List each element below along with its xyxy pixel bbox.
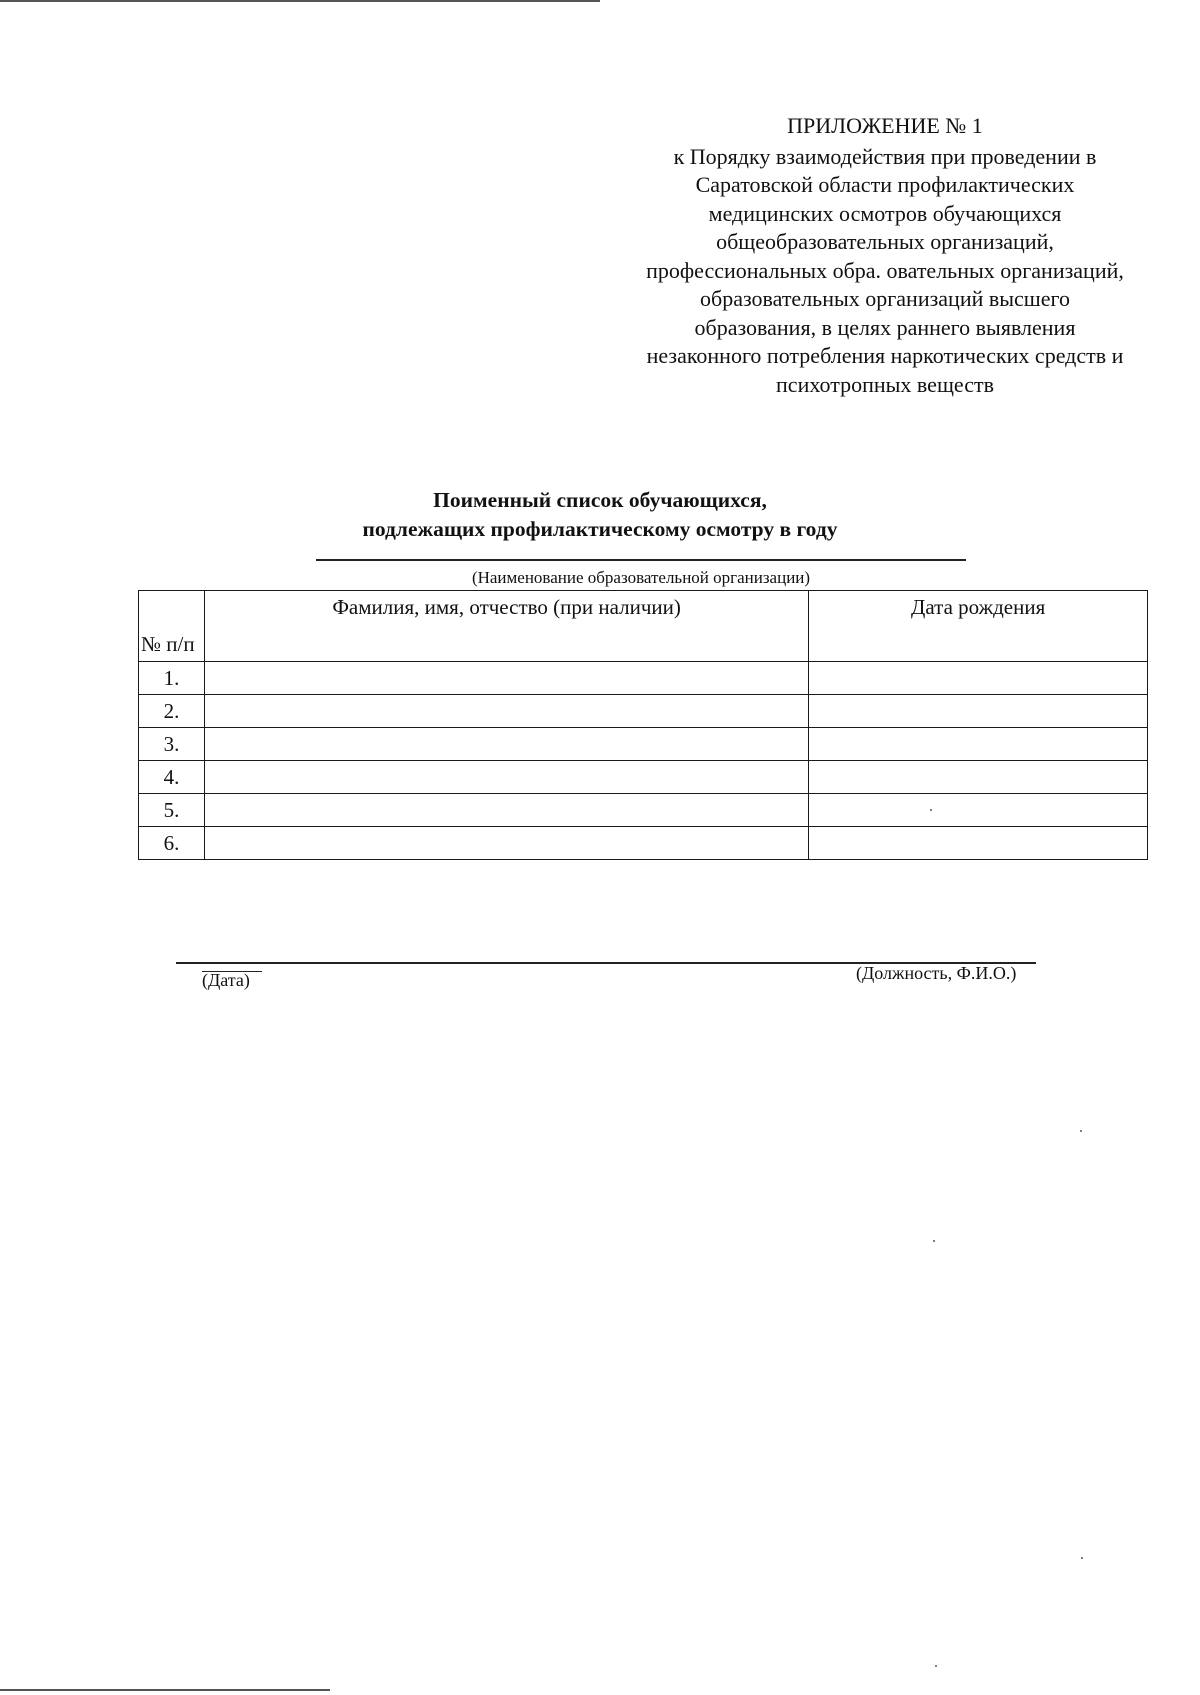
table-row xyxy=(139,761,1148,794)
position-caption: (Должность, Ф.И.О.) xyxy=(856,963,1017,983)
header-name: Фамилия, имя, отчество (при наличии) xyxy=(332,595,681,619)
appendix-line: образовательных организаций высшего xyxy=(700,286,1070,311)
appendix-header xyxy=(610,112,1160,399)
row-number: 2. xyxy=(139,695,205,728)
scan-speck xyxy=(930,809,932,811)
birth-date-cell xyxy=(809,794,1148,827)
scan-edge-top xyxy=(0,0,600,2)
table-row xyxy=(139,827,1148,860)
scan-speck xyxy=(935,1665,937,1667)
document-title-line: Поименный список обучающихся, xyxy=(433,488,767,512)
header-birth-date-cell xyxy=(809,591,1148,662)
appendix-line: профессиональных обра. овательных организаций, xyxy=(646,257,1124,283)
table-row xyxy=(139,695,1148,728)
appendix-line: незаконного потребления наркотических средств и xyxy=(646,343,1124,368)
birth-date-cell xyxy=(809,728,1148,761)
name-cell xyxy=(204,761,808,794)
row-number: 1. xyxy=(139,662,205,695)
name-cell xyxy=(204,728,808,761)
scan-speck xyxy=(933,1240,935,1242)
birth-date-cell xyxy=(809,761,1148,794)
birth-date-cell xyxy=(809,827,1148,860)
organization-caption: (Наименование образовательной организации) xyxy=(471,568,811,587)
appendix-title: ПРИЛОЖЕНИЕ № 1 xyxy=(787,113,983,138)
document-title xyxy=(300,486,900,544)
name-cell xyxy=(204,794,808,827)
header-number: № п/п xyxy=(139,591,205,662)
scan-speck xyxy=(1081,1557,1083,1559)
table-row xyxy=(139,662,1148,695)
name-cell xyxy=(204,662,808,695)
date-caption: (Дата) xyxy=(202,970,250,990)
table-row xyxy=(139,794,1148,827)
name-cell xyxy=(204,695,808,728)
birth-date-cell xyxy=(809,662,1148,695)
birth-date-cell xyxy=(809,695,1148,728)
appendix-line: медицинских осмотров обучающихся xyxy=(708,200,1062,226)
appendix-line: общеобразовательных организаций, xyxy=(716,229,1054,254)
name-cell xyxy=(204,827,808,860)
organization-name-line xyxy=(316,559,966,561)
header-name-cell xyxy=(204,591,808,662)
header-birth-date: Дата рождения xyxy=(911,595,1046,619)
table-header-row xyxy=(139,591,1148,662)
table-row xyxy=(139,728,1148,761)
row-number: 5. xyxy=(139,794,205,827)
row-number: 4. xyxy=(139,761,205,794)
appendix-line: Саратовской области профилактических xyxy=(695,172,1075,197)
appendix-line: образования, в целях раннего выявления xyxy=(694,314,1076,340)
document-title-line: подлежащих профилактическому осмотру в году xyxy=(362,517,838,541)
scan-speck xyxy=(1080,1130,1082,1132)
appendix-line: к Порядку взаимодействия при проведении в xyxy=(673,143,1097,169)
scan-edge-bottom xyxy=(0,1689,330,1691)
row-number: 6. xyxy=(139,827,205,860)
students-table xyxy=(138,590,1148,860)
appendix-line: психотропных веществ xyxy=(776,371,994,397)
row-number: 3. xyxy=(139,728,205,761)
